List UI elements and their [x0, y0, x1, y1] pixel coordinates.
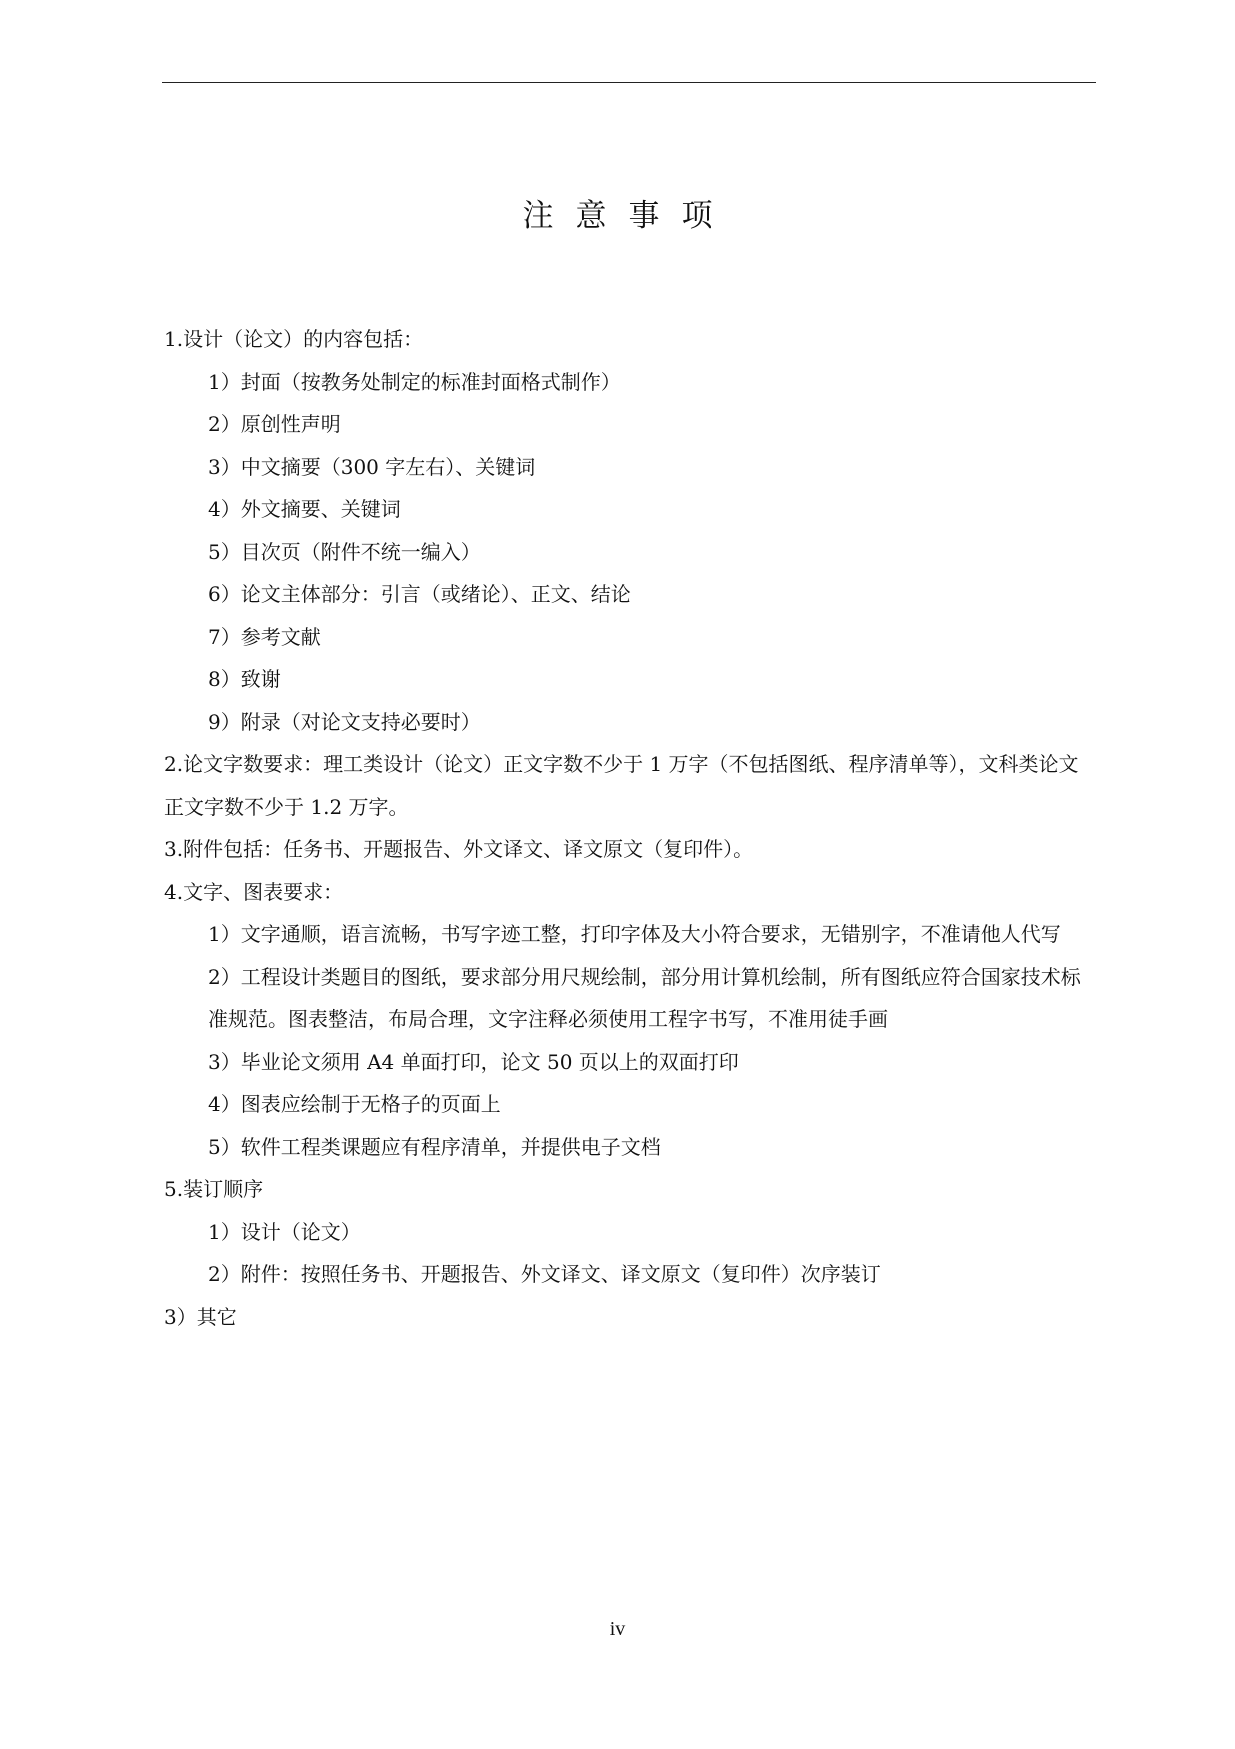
- item-1-8: 8）致谢: [208, 667, 281, 691]
- item-5-3: 3）其它: [164, 1304, 237, 1329]
- page-title: 注意事项: [522, 198, 735, 234]
- item-4-3: 3）毕业论文须用 A4 单面打印，论文 50 页以上的双面打印: [208, 1049, 739, 1074]
- item-4: 4.文字、图表要求：: [164, 879, 344, 904]
- item-1-3: 3）中文摘要（300 字左右）、关键词: [208, 454, 536, 479]
- header-rule: [162, 82, 1096, 83]
- item-1-7: 7）参考文献: [208, 624, 321, 649]
- item-4-4: 4）图表应绘制于无格子的页面上: [208, 1092, 501, 1116]
- item-5: 5.装订顺序: [164, 1177, 264, 1201]
- item-1-5: 5）目次页（附件不统一编入）: [208, 539, 481, 564]
- item-4-5: 5）软件工程类课题应有程序清单，并提供电子文档: [208, 1134, 661, 1159]
- item-2: 2.论文字数要求：理工类设计（论文）正文字数不少于 1 万字（不包括图纸、程序清单等），文科类论文正文字数不少于 1.2 万字。: [164, 752, 1079, 819]
- item-4-1: 1）文字通顺，语言流畅，书写字迹工整，打印字体及大小符合要求，无错别字，不准请他人代写: [208, 922, 1061, 946]
- notice-body: [164, 318, 1098, 1338]
- item-4-2: 2）工程设计类题目的图纸，要求部分用尺规绘制，部分用计算机绘制，所有图纸应符合国家技术标准规范。图表整洁，布局合理，文字注释必须使用工程字书写，不准用徒手画: [208, 964, 1081, 1031]
- item-1-9: 9）附录（对论文支持必要时）: [208, 709, 481, 734]
- item-1-2: 2）原创性声明: [208, 412, 341, 436]
- item-1-6: 6）论文主体部分：引言（或绪论）、正文、结论: [208, 582, 631, 606]
- item-3: 3.附件包括：任务书、开题报告、外文译文、译文原文（复印件）。: [164, 837, 754, 861]
- page-number: iv: [609, 1618, 626, 1640]
- item-1-1: 1）封面（按教务处制定的标准封面格式制作）: [208, 369, 621, 394]
- item-5-1: 1）设计（论文）: [208, 1219, 361, 1244]
- item-1-4: 4）外文摘要、关键词: [208, 497, 401, 521]
- item-5-2: 2）附件：按照任务书、开题报告、外文译文、译文原文（复印件）次序装订: [208, 1262, 881, 1286]
- item-1: 1.设计（论文）的内容包括：: [164, 327, 424, 351]
